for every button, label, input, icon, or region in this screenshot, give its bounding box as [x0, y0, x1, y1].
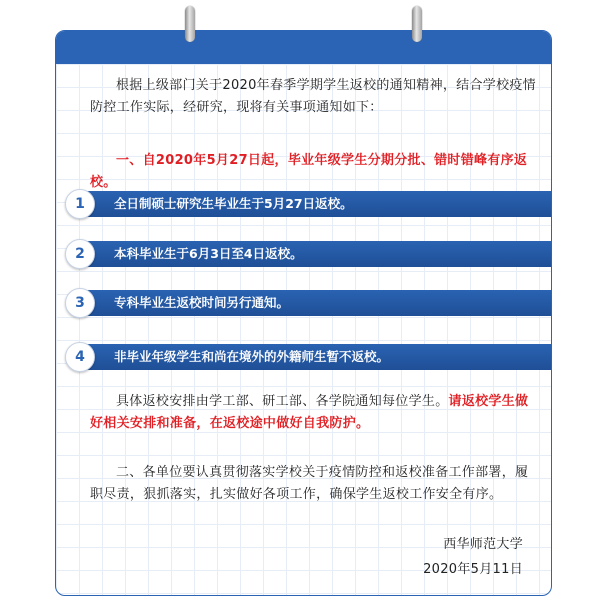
- item-label-1: 全日制硕士研究生毕业生于5月27日返校。: [114, 196, 353, 211]
- section-two-paragraph: 二、各单位要认真贯彻落实学校关于疫情防控和返校准备工作部署，履职尽责，狠抓落实，扎实做好各项工作，确保学生返校工作安全有序。: [90, 465, 529, 502]
- item-label-2: 本科毕业生于6月3日至4日返校。: [114, 246, 303, 261]
- item-label-4: 非毕业年级学生和尚在境外的外籍师生暂不返校。: [114, 349, 390, 364]
- arrangement-paragraph: [90, 391, 538, 435]
- item-bar-2: [66, 241, 552, 267]
- notebook-header-bar: [56, 31, 551, 64]
- signature-org: 西华师范大学: [443, 537, 523, 552]
- number-badge-2: 2: [65, 239, 95, 269]
- intro-paragraph: 根据上级部门关于2020年春季学期学生返校的通知精神，结合学校疫情防控工作实际，经研究，现将有关事项通知如下：: [90, 78, 536, 115]
- section-one-heading: 一、自2020年5月27日起，毕业年级学生分期分批、错时错峰有序返校。: [90, 153, 528, 190]
- arrangement-text: 具体返校安排由学工部、研工部、各学院通知每位学生。: [116, 394, 449, 409]
- arrangement-highlight: 请返校学生做好相关安排和准备，在返校途中做好自我防护。: [90, 394, 529, 431]
- notebook-card: [55, 30, 552, 596]
- item-bar-3: [66, 290, 552, 316]
- binder-ring-left: [185, 6, 195, 42]
- item-bar-1: [66, 191, 552, 217]
- binder-ring-right: [412, 6, 422, 42]
- number-badge-3: 3: [65, 288, 95, 318]
- item-label-3: 专科毕业生返校时间另行通知。: [114, 295, 290, 310]
- number-badge-4: 4: [65, 342, 95, 372]
- number-badge-1: 1: [65, 189, 95, 219]
- signature-date: 2020年5月11日: [423, 562, 523, 577]
- item-bar-4: [66, 344, 552, 370]
